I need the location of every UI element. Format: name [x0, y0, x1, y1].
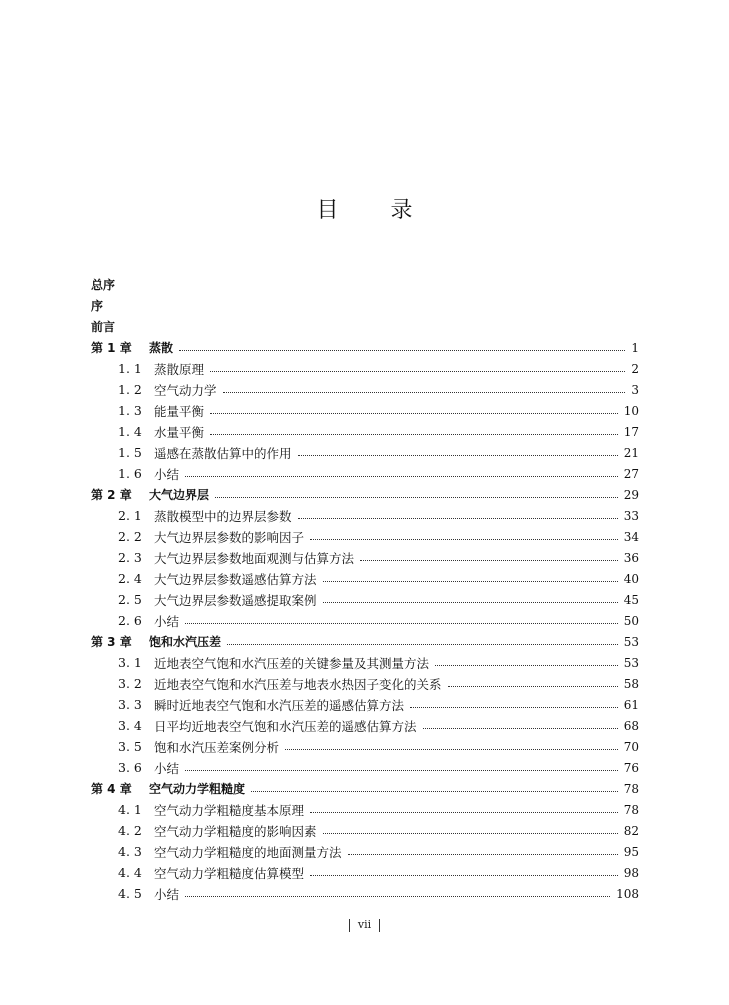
entry-number: 2. 6 [118, 613, 142, 628]
entry-number: 3. 5 [118, 739, 142, 754]
entry-title: 蒸散 [149, 341, 174, 355]
entry-title: 蒸散原理 [154, 361, 205, 377]
entry-page-number: 61 [623, 697, 639, 712]
entry-title: 空气动力学粗糙度估算模型 [154, 865, 305, 881]
dot-leader [210, 433, 618, 435]
entry-title: 瞬时近地表空气饱和水汽压差的遥感估算方法 [154, 697, 405, 713]
page-title [0, 196, 729, 226]
entry-page-number: 1 [631, 340, 639, 355]
toc-entries [91, 337, 639, 904]
entry-number: 2. 1 [118, 508, 142, 523]
title-char-2: 录 [390, 198, 413, 223]
entry-page-number: 78 [623, 802, 639, 817]
front-matter-item[interactable] [91, 295, 639, 316]
entry-title: 小结 [154, 466, 180, 482]
dot-leader [310, 811, 618, 813]
entry-title: 近地表空气饱和水汽压差与地表水热因子变化的关系 [154, 676, 442, 692]
entry-title: 大气边界层参数遥感估算方法 [154, 571, 317, 587]
dot-leader [223, 391, 626, 393]
entry-page-number: 82 [623, 823, 639, 838]
entry-page-number: 3 [631, 382, 639, 397]
entry-number: 第 4 章 [91, 782, 132, 796]
dot-leader [310, 874, 618, 876]
entry-page-number: 33 [623, 508, 639, 523]
entry-number: 2. 4 [118, 571, 142, 586]
dot-leader [227, 643, 618, 645]
dot-leader [215, 496, 618, 498]
entry-title: 大气边界层参数的影响因子 [154, 529, 305, 545]
entry-title: 能量平衡 [154, 403, 205, 419]
entry-number: 4. 4 [118, 865, 142, 880]
entry-title: 大气边界层 [149, 488, 210, 502]
dot-leader [360, 559, 618, 561]
dot-leader [448, 685, 618, 687]
entry-title: 大气边界层参数遥感提取案例 [154, 592, 317, 608]
dot-leader [251, 790, 618, 792]
entry-number: 1. 2 [118, 382, 142, 397]
toc-chapter-entry[interactable] [91, 631, 639, 652]
toc-section-entry[interactable] [91, 568, 639, 589]
dot-leader [323, 832, 618, 834]
toc-section-entry[interactable] [91, 526, 639, 547]
entry-page-number: 40 [623, 571, 639, 586]
toc-section-entry[interactable] [91, 589, 639, 610]
dot-leader [298, 517, 618, 519]
entry-number: 3. 6 [118, 760, 142, 775]
entry-title: 大气边界层参数地面观测与估算方法 [154, 550, 355, 566]
entry-title: 近地表空气饱和水汽压差的关键参量及其测量方法 [154, 655, 430, 671]
entry-number: 第 1 章 [91, 341, 132, 355]
front-matter-item[interactable] [91, 274, 639, 295]
entry-page-number: 27 [623, 466, 639, 481]
toc-section-entry[interactable] [91, 883, 639, 904]
toc-chapter-entry[interactable] [91, 778, 639, 799]
entry-page-number: 53 [623, 634, 639, 649]
dot-leader [185, 475, 618, 477]
entry-page-number: 98 [623, 865, 639, 880]
entry-title: 饱和水汽压差 [149, 635, 222, 649]
dot-leader [179, 349, 625, 351]
entry-number: 1. 4 [118, 424, 142, 439]
entry-number: 1. 3 [118, 403, 142, 418]
dot-leader [323, 580, 618, 582]
toc-section-entry[interactable] [91, 820, 639, 841]
toc-section-entry[interactable] [91, 715, 639, 736]
entry-title: 蒸散模型中的边界层参数 [154, 508, 292, 524]
toc-section-entry[interactable] [91, 547, 639, 568]
entry-number: 1. 1 [118, 361, 142, 376]
entry-title: 日平均近地表空气饱和水汽压差的遥感估算方法 [154, 718, 417, 734]
table-of-contents [91, 274, 639, 904]
toc-section-entry[interactable] [91, 841, 639, 862]
entry-page-number: 34 [623, 529, 639, 544]
entry-title: 空气动力学粗糙度的影响因素 [154, 823, 317, 839]
entry-number: 1. 6 [118, 466, 142, 481]
toc-section-entry[interactable] [91, 358, 639, 379]
toc-section-entry[interactable] [91, 757, 639, 778]
entry-title: 小结 [154, 613, 180, 629]
dot-leader [348, 853, 618, 855]
toc-section-entry[interactable] [91, 694, 639, 715]
entry-page-number: 21 [623, 445, 639, 460]
entry-page-number: 17 [623, 424, 639, 439]
dot-leader [185, 895, 610, 897]
toc-section-entry[interactable] [91, 862, 639, 883]
entry-number: 2. 5 [118, 592, 142, 607]
toc-section-entry[interactable] [91, 505, 639, 526]
entry-title: 小结 [154, 886, 180, 902]
page-footer [0, 918, 729, 932]
entry-page-number: 108 [616, 886, 639, 901]
front-matter-item[interactable] [91, 316, 639, 337]
entry-title: 饱和水汽压差案例分析 [154, 739, 280, 755]
entry-page-number: 95 [623, 844, 639, 859]
entry-page-number: 2 [631, 361, 639, 376]
entry-page-number: 50 [623, 613, 639, 628]
entry-number: 第 3 章 [91, 635, 132, 649]
front-matter-label: 前言 [91, 320, 116, 334]
dot-leader [310, 538, 618, 540]
entry-title: 水量平衡 [154, 424, 205, 440]
toc-section-entry[interactable] [91, 610, 639, 631]
entry-page-number: 10 [623, 403, 639, 418]
entry-number: 4. 2 [118, 823, 142, 838]
entry-page-number: 29 [623, 487, 639, 502]
entry-title: 遥感在蒸散估算中的作用 [154, 445, 292, 461]
dot-leader [185, 622, 618, 624]
entry-number: 第 2 章 [91, 488, 132, 502]
toc-chapter-entry[interactable] [91, 484, 639, 505]
entry-title: 空气动力学粗糙度的地面测量方法 [154, 844, 342, 860]
dot-leader [210, 412, 618, 414]
title-char-1: 目 [316, 198, 339, 223]
entry-number: 4. 3 [118, 844, 142, 859]
front-matter-label: 总序 [91, 278, 116, 292]
dot-leader [185, 769, 618, 771]
dot-leader [423, 727, 618, 729]
footer-bar-left [349, 919, 350, 932]
footer-bar-right [379, 919, 380, 932]
toc-section-entry[interactable] [91, 400, 639, 421]
entry-page-number: 76 [623, 760, 639, 775]
dot-leader [410, 706, 618, 708]
toc-chapter-entry[interactable] [91, 337, 639, 358]
entry-title: 空气动力学 [154, 382, 217, 398]
toc-section-entry[interactable] [91, 442, 639, 463]
dot-leader [298, 454, 618, 456]
entry-title: 小结 [154, 760, 180, 776]
page-number: vii [357, 918, 372, 931]
entry-page-number: 58 [623, 676, 639, 691]
toc-section-entry[interactable] [91, 652, 639, 673]
entry-number: 3. 1 [118, 655, 142, 670]
toc-section-entry[interactable] [91, 736, 639, 757]
dot-leader [210, 370, 625, 372]
entry-number: 2. 2 [118, 529, 142, 544]
entry-page-number: 68 [623, 718, 639, 733]
dot-leader [435, 664, 618, 666]
entry-title: 空气动力学粗糙度基本原理 [154, 802, 305, 818]
toc-section-entry[interactable] [91, 799, 639, 820]
entry-page-number: 36 [623, 550, 639, 565]
toc-section-entry[interactable] [91, 673, 639, 694]
entry-number: 3. 4 [118, 718, 142, 733]
entry-title: 空气动力学粗糙度 [149, 782, 246, 796]
entry-number: 4. 5 [118, 886, 142, 901]
entry-number: 3. 2 [118, 676, 142, 691]
entry-number: 3. 3 [118, 697, 142, 712]
toc-section-entry[interactable] [91, 421, 639, 442]
entry-number: 1. 5 [118, 445, 142, 460]
entry-number: 2. 3 [118, 550, 142, 565]
entry-number: 4. 1 [118, 802, 142, 817]
entry-page-number: 53 [623, 655, 639, 670]
dot-leader [285, 748, 618, 750]
toc-section-entry[interactable] [91, 379, 639, 400]
dot-leader [323, 601, 618, 603]
front-matter-label: 序 [91, 299, 104, 313]
entry-page-number: 45 [623, 592, 639, 607]
entry-page-number: 70 [623, 739, 639, 754]
entry-page-number: 78 [623, 781, 639, 796]
toc-section-entry[interactable] [91, 463, 639, 484]
